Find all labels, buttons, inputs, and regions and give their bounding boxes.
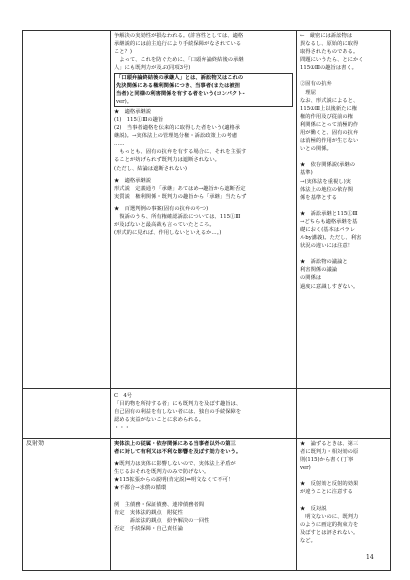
note-line: ★ 依存関係説(承継の bbox=[300, 162, 356, 169]
row2-content-cell bbox=[111, 389, 297, 439]
text-line: 例 主債務・保証債務、連帯債務者間 bbox=[114, 501, 205, 508]
text-line: (1) 115①Ⅲの趣旨 bbox=[114, 116, 164, 123]
text-line: 継説)。→実体法上の管理処分権・訴訟政策上の考慮 bbox=[114, 133, 238, 140]
text-line: 復訴のうち、所有権確認訴訟については、115①Ⅲ bbox=[114, 213, 241, 220]
text-line: もっとも、固有の抗弁を有する場合に、それを主張す bbox=[114, 149, 247, 156]
note-line: の関係は bbox=[300, 275, 322, 282]
note-line: 礎におく(基本はパラレ bbox=[300, 226, 356, 233]
note-line bbox=[300, 250, 387, 258]
note-line: 権的作用及び従前の権 bbox=[300, 113, 353, 120]
text-line: …… bbox=[114, 141, 125, 148]
note-line: →(実体法を重視し)実 bbox=[300, 178, 351, 185]
note-line: のように画定的拘束力を bbox=[300, 521, 359, 528]
note-line bbox=[300, 202, 387, 210]
text-line: ★115拡張からの説明(肯定説)⇒明文なくて不可！ bbox=[114, 477, 234, 484]
text-line: よって、これを防ぐために、「口頭弁論終結後の承継 bbox=[114, 57, 244, 64]
row2-note-cell bbox=[297, 389, 391, 439]
text-line: 争解決の実効性が損なわれる。(許容性としては、適格 bbox=[114, 33, 244, 39]
note-line: 異なるし、原始的に取得 bbox=[300, 41, 359, 48]
note-line bbox=[300, 497, 387, 505]
row3-content-cell bbox=[111, 439, 297, 571]
note-line: 利関係にとって消極的作 bbox=[300, 121, 359, 128]
note-line: 用が働くと、固有の抗弁 bbox=[300, 130, 359, 137]
note-line: 取得されたものである。 bbox=[300, 49, 359, 56]
text-line: ・・・ bbox=[114, 425, 130, 432]
text-line: ることが妨げられず既判力は遮断されない。 bbox=[114, 157, 220, 164]
definition-line: 者に対して有利又は不利な影響を及ぼす効力をいう。 bbox=[114, 449, 242, 456]
text-line bbox=[114, 493, 293, 501]
note-line: ②固有の抗弁 bbox=[300, 81, 332, 88]
section-heading: C 4号 bbox=[114, 393, 133, 399]
note-line: 115①Ⅲの趣旨は書く。 bbox=[300, 65, 357, 72]
definition-line: 「口頭弁論終結後の承継人」とは、訴訟物又はこれの bbox=[116, 74, 244, 81]
text-line: こと？) bbox=[114, 49, 132, 56]
note-line bbox=[300, 72, 387, 80]
row2-label-cell bbox=[23, 389, 111, 439]
note-line: が違うことに注意する bbox=[300, 489, 353, 496]
text-line: 否定 手続保障・自己責任論 bbox=[114, 525, 183, 532]
text-line: ★不都合→求償の循環 bbox=[114, 485, 167, 492]
note-line: は消極的作用が生じない bbox=[300, 138, 359, 145]
note-line: ★ 反対説 bbox=[300, 505, 327, 512]
note-line: ルby講義)。ただし、利害 bbox=[300, 235, 362, 242]
text-line: 人」にも既判力が及ぶ(同項3号) bbox=[114, 65, 191, 72]
note-line: 基準) bbox=[300, 170, 313, 177]
definition-line: 当者)と同様の利害関係を有する者をいう(コンパクト- bbox=[116, 91, 245, 98]
text-line: (2) 当事者適格を伝来的に取得した者をいう(適格承 bbox=[114, 125, 241, 132]
text-line: 承継説的には前主追行により手続保障がなされている bbox=[114, 41, 242, 48]
note-line: ver) bbox=[300, 465, 311, 472]
note-line: 体法上の地位の依存関 bbox=[300, 186, 353, 193]
text-line: (形式的に見れば、作用しないといえるか…。) bbox=[114, 230, 222, 237]
row1-content-cell bbox=[111, 31, 297, 389]
row3-label-cell bbox=[23, 439, 111, 571]
text-line: ★ 百選判例の事案(固有の抗弁のやつ) bbox=[114, 205, 209, 212]
text-line: ★ 適格承継説 bbox=[114, 108, 152, 115]
note-line bbox=[300, 153, 387, 161]
text-line: ★既判力は実体に影響しないので、実体法上矛盾が bbox=[114, 461, 236, 468]
definition-box bbox=[114, 73, 293, 107]
note-line: ★ 訴訟承継と115①Ⅲ bbox=[300, 210, 358, 217]
definition-line: 実体法上の従属・依存関係にある当事者以外の第三 bbox=[114, 441, 236, 447]
notes-table bbox=[22, 30, 391, 571]
note-line: 過度に意識しすぎない。 bbox=[300, 283, 359, 290]
note-line: 明文ないのに、既判力 bbox=[300, 513, 359, 520]
note-line: なお、形式説によると、 bbox=[300, 97, 359, 104]
definition-line: ver)。 bbox=[116, 99, 133, 106]
note-line: →どちらも適格承継を基 bbox=[300, 218, 358, 225]
note-line: 状況の違いには注意！ bbox=[300, 243, 353, 250]
text-line: 生じるおそれを既判力のみで防げない。 bbox=[114, 469, 210, 476]
row3-note-cell bbox=[297, 439, 391, 571]
text-line: 訴訟法的観点 紛争解決の一回性 bbox=[114, 517, 210, 524]
text-line: ★ 適格承継説 bbox=[114, 177, 152, 184]
note-line: ★ 論ずるときは、第三 bbox=[300, 441, 359, 447]
text-line: 「目的物を所持する者」にも既判力を及ぼす趣旨は、 bbox=[114, 401, 242, 408]
note-line: 者に既判力・相対効の原 bbox=[300, 449, 359, 456]
table-row bbox=[23, 389, 391, 439]
note-line: 係を基準とする bbox=[300, 194, 338, 201]
page-number: 14 bbox=[366, 554, 374, 561]
note-line: ← 厳密には訴訟物は bbox=[300, 33, 353, 39]
note-line: ★ 反射効と反射的効果 bbox=[300, 481, 359, 488]
note-line: 及ぼすとは評されない。 bbox=[300, 529, 359, 536]
text-line: 認める実益がないことに求められる。 bbox=[114, 417, 205, 424]
row-label: 反射効 bbox=[26, 440, 45, 447]
note-line: 115①Ⅲ上以後新たに権 bbox=[300, 105, 358, 112]
note-line: ★ 訴訟物の議論と bbox=[300, 259, 348, 266]
definition-line: 先決関係にある権利関係につき、当事者(または被担 bbox=[116, 83, 241, 90]
text-line: 自己固有の利益を有しない者には、独自の手続保障を bbox=[114, 409, 242, 416]
text-line: 肯定 実体法的観点 附従性 bbox=[114, 509, 183, 516]
note-line: 利害関係の議論 bbox=[300, 267, 338, 274]
table-row bbox=[23, 31, 391, 389]
note-line: 問題にいうたら、とにかく bbox=[300, 57, 364, 64]
text-line: 形式説 定義通り「承継」あてはめ→趣旨から遮断否定 bbox=[114, 185, 246, 192]
text-line: (ただし、結論は遮断されない) bbox=[114, 165, 187, 172]
note-line: いとの関係。 bbox=[300, 146, 332, 153]
note-line: など。 bbox=[300, 537, 316, 544]
text-line: 実質説 権利関係・既判力の趣旨から「承継」当たらず bbox=[114, 193, 247, 200]
text-line: が及ばないと最高裁も言っていたところ。 bbox=[114, 222, 215, 229]
table-row bbox=[23, 439, 391, 571]
row1-label-cell bbox=[23, 31, 111, 389]
note-line: 理屈 bbox=[300, 89, 316, 96]
note-line: 則(115)から書く(丁寧 bbox=[300, 457, 354, 464]
note-line bbox=[300, 472, 387, 480]
row1-note-cell bbox=[297, 31, 391, 389]
